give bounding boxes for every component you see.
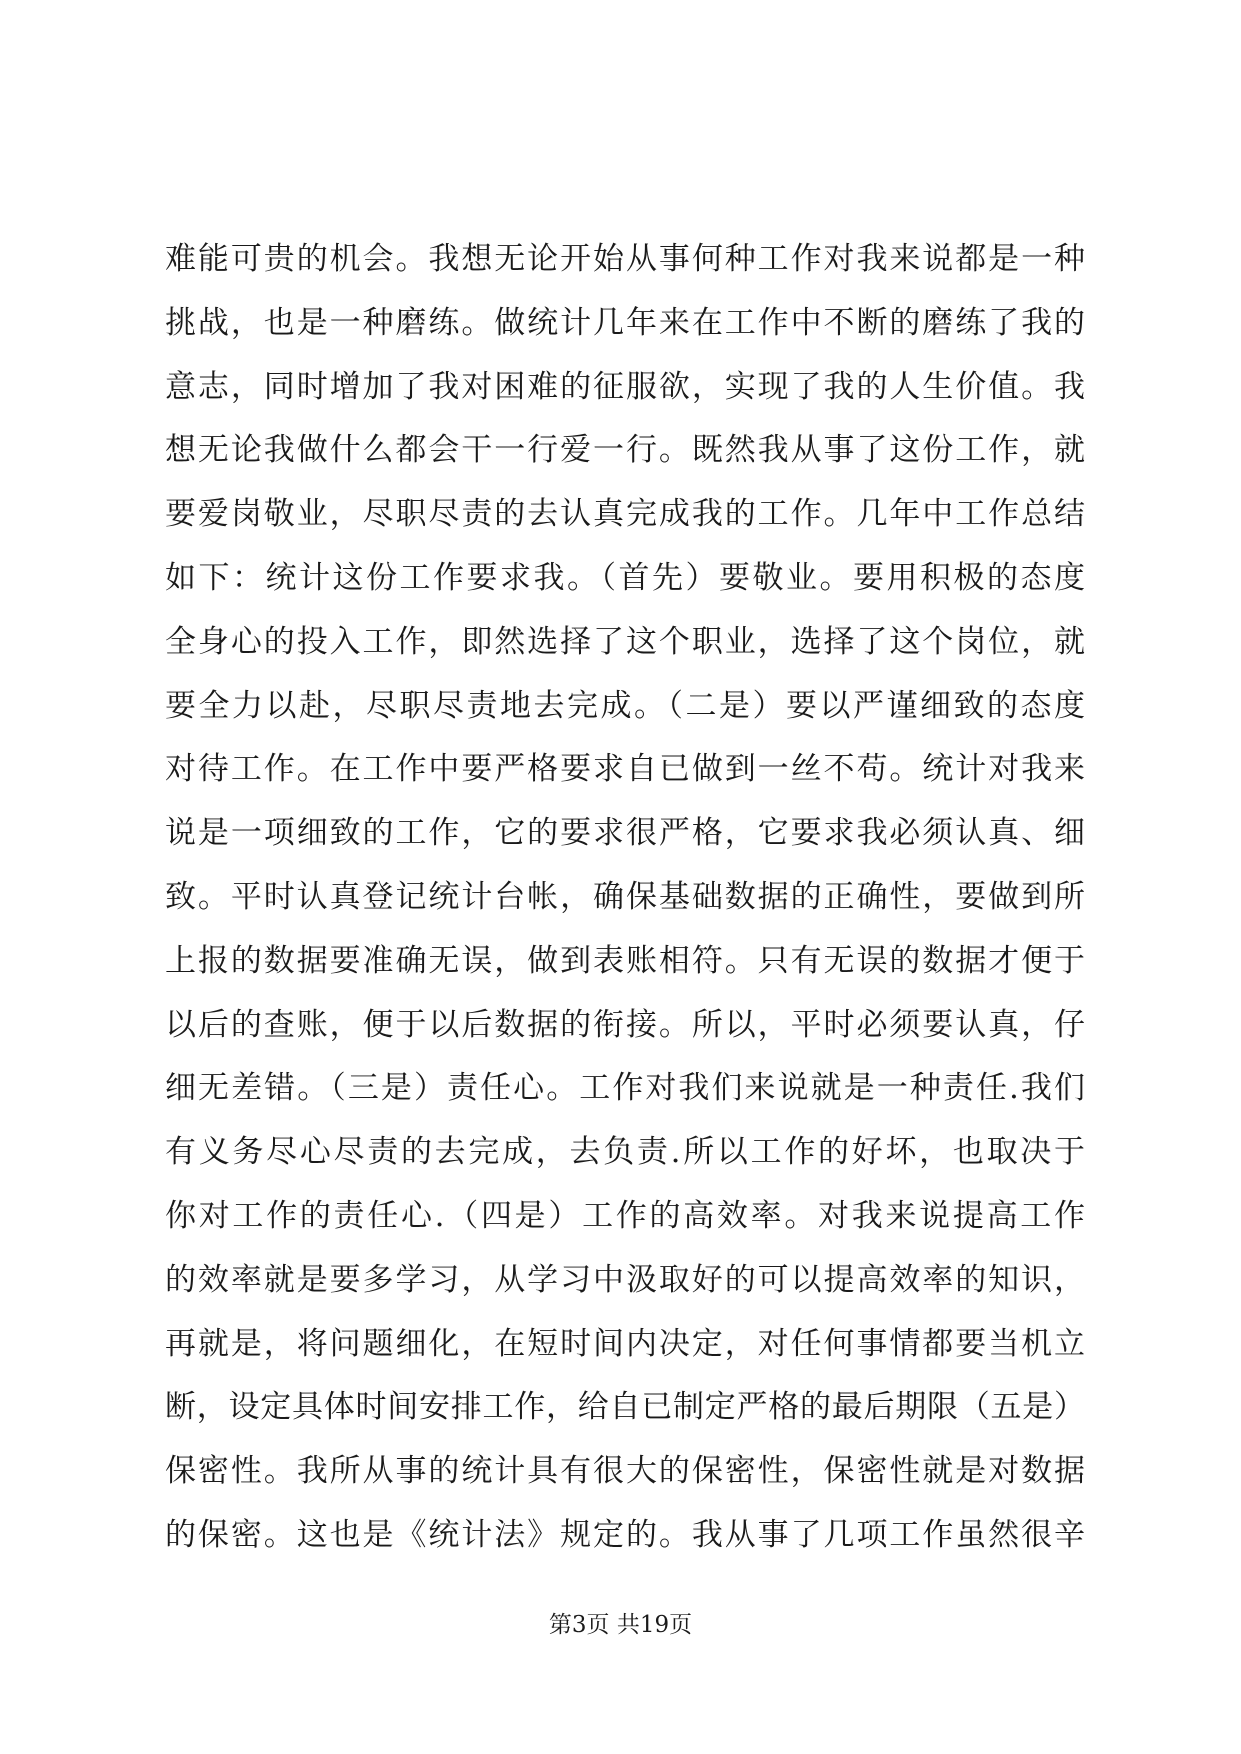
text-line: 意志，同时增加了我对困难的征服欲，实现了我的人生价值。我 bbox=[165, 368, 1085, 405]
text-line: 说是一项细致的工作，它的要求很严格，它要求我必须认真、细 bbox=[165, 815, 1085, 852]
text-line: 细无差错。（三是）责任心。工作对我们来说就是一种责任.我们 bbox=[165, 1070, 1085, 1107]
text-line: 的效率就是要多学习，从学习中汲取好的可以提高效率的知识， bbox=[165, 1261, 1085, 1298]
text-line: 如下：统计这份工作要求我。（首先）要敬业。要用积极的态度 bbox=[165, 559, 1085, 596]
text-line: 断，设定具体时间安排工作，给自已制定严格的最后期限（五是） bbox=[165, 1389, 1085, 1426]
text-line: 对待工作。在工作中要严格要求自已做到一丝不苟。统计对我来 bbox=[165, 751, 1085, 788]
text-line: 有义务尽心尽责的去完成，去负责.所以工作的好坏，也取决于 bbox=[165, 1134, 1085, 1171]
text-line: 的保密。这也是《统计法》规定的。我从事了几项工作虽然很辛 bbox=[165, 1516, 1085, 1553]
text-line: 再就是，将问题细化，在短时间内决定，对任何事情都要当机立 bbox=[165, 1325, 1085, 1362]
text-line: 以后的查账，便于以后数据的衔接。所以，平时必须要认真，仔 bbox=[165, 1006, 1085, 1043]
page-number-footer: 第3页 共19页 bbox=[548, 1612, 693, 1638]
text-line: 你对工作的责任心.（四是）工作的高效率。对我来说提高工作 bbox=[165, 1197, 1085, 1234]
text-line: 要爱岗敬业，尽职尽责的去认真完成我的工作。几年中工作总结 bbox=[165, 496, 1085, 533]
text-line: 要全力以赴，尽职尽责地去完成。（二是）要以严谨细致的态度 bbox=[165, 687, 1085, 724]
text-line: 上报的数据要准确无误，做到表账相符。只有无误的数据才便于 bbox=[165, 942, 1085, 979]
text-line: 难能可贵的机会。我想无论开始从事何种工作对我来说都是一种 bbox=[165, 241, 1085, 277]
text-line: 全身心的投入工作，即然选择了这个职业，选择了这个岗位，就 bbox=[165, 623, 1085, 660]
text-line: 保密性。我所从事的统计具有很大的保密性，保密性就是对数据 bbox=[165, 1453, 1085, 1490]
text-line: 致。平时认真登记统计台帐，确保基础数据的正确性，要做到所 bbox=[165, 878, 1085, 915]
body-text bbox=[165, 228, 1085, 1568]
text-line: 想无论我做什么都会干一行爱一行。既然我从事了这份工作，就 bbox=[165, 432, 1085, 469]
text-line: 挑战，也是一种磨练。做统计几年来在工作中不断的磨练了我的 bbox=[165, 304, 1085, 341]
